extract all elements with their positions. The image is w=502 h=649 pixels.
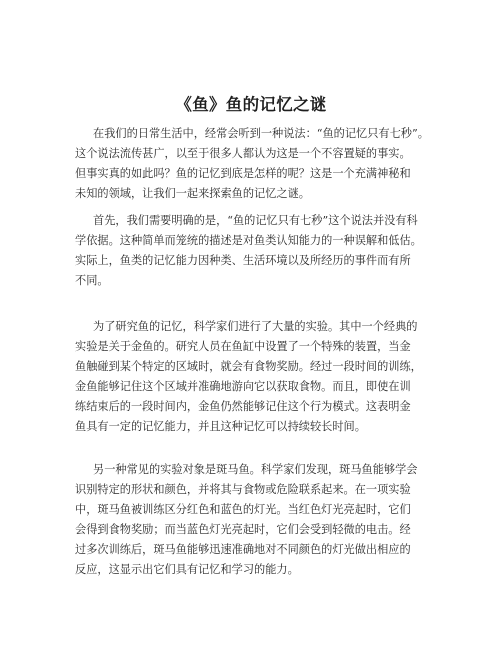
paragraph-line: 为了研究鱼的记忆，科学家们进行了大量的实验。其中一个经典的 (93, 320, 418, 333)
paragraph-line: 会得到食物奖励；而当蓝色灯光亮起时，它们会受到轻微的电击。经 (75, 523, 411, 536)
paragraph-line: 另一种常见的实验对象是斑马鱼。科学家们发现，斑马鱼能够学会 (93, 463, 418, 476)
paragraph-line: 过多次训练后，斑马鱼能够迅速准确地对不同颜色的灯光做出相应的 (75, 543, 411, 556)
paragraph-line: 鱼具有一定的记忆能力，并且这种记忆可以持续较长时间。 (75, 420, 366, 433)
paragraph-line: 反应，这显示出它们具有记忆和学习的能力。 (75, 563, 299, 576)
paragraph-line: 鱼触碰到某个特定的区域时，就会有食物奖励。经过一段时间的训练， (75, 360, 422, 373)
paragraph-line: 不同。 (75, 274, 109, 287)
paragraph-goldfish-experiment (75, 317, 435, 437)
paragraph-line: 实验是关于金鱼的。研究人员在鱼缸中设置了一个特殊的装置，当金 (75, 340, 411, 353)
paragraph-line: 这个说法流传甚广，以至于很多人都认为这是一个不容置疑的事实。 (75, 147, 411, 160)
paragraph-line: 但事实真的如此吗？鱼的记忆到底是怎样的呢？这是一个充满神秘和 (75, 167, 411, 180)
paragraph-line: 在我们的日常生活中，经常会听到一种说法：“鱼的记忆只有七秒”。 (93, 127, 429, 140)
paragraph-line: 首先，我们需要明确的是，“鱼的记忆只有七秒”这个说法并没有科 (93, 214, 418, 227)
paragraph-first-point (75, 211, 435, 291)
paragraph-line: 练结束后的一段时间内，金鱼仍然能够记住这个行为模式。这表明金 (75, 400, 411, 413)
document-title: 《鱼》鱼的记忆之谜 (175, 95, 327, 114)
paragraph-line: 实际上，鱼类的记忆能力因种类、生活环境以及所经历的事件而有所 (75, 254, 411, 267)
paragraph-line: 识别特定的形状和颜色，并将其与食物或危险联系起来。在一项实验 (75, 483, 411, 496)
paragraph-line: 中，斑马鱼被训练区分红色和蓝色的灯光。当红色灯光亮起时，它们 (75, 503, 411, 516)
paragraph-line: 未知的领域，让我们一起来探索鱼的记忆之谜。 (75, 187, 310, 200)
paragraph-zebrafish-experiment (75, 460, 435, 580)
paragraph-line: 学依据。这种简单而笼统的描述是对鱼类认知能力的一种误解和低估。 (75, 234, 422, 247)
paragraph-line: 金鱼能够记住这个区域并准确地游向它以获取食物。而且，即使在训 (75, 380, 411, 393)
paragraph-intro (75, 124, 435, 204)
